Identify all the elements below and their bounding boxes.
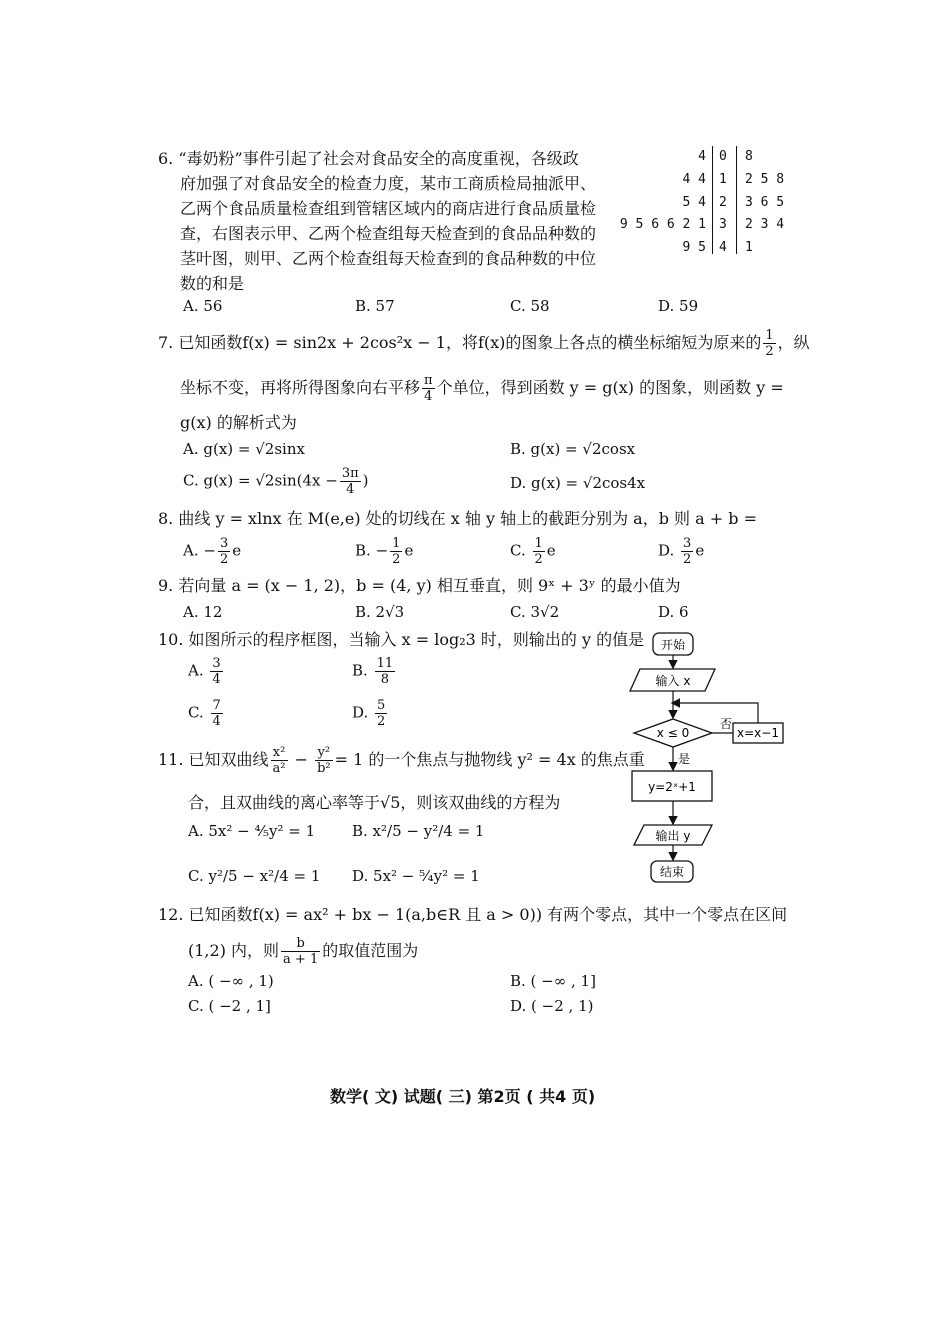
option-fraction	[375, 698, 387, 729]
q9-option-c: C. 3√2	[510, 603, 560, 621]
fraction-numerator: 3	[683, 536, 692, 551]
q10-option-a	[188, 656, 225, 687]
stem-value: 1	[719, 172, 727, 187]
fraction-numerator: 3	[212, 656, 221, 671]
option-fraction	[211, 698, 223, 729]
q7-line-1a: 7. 已知函数f(x) = sin2x + 2cos²x − 1，将f(x)的图象上各点的横坐标缩短为原来的	[158, 333, 762, 352]
q11-option-c: C. y²/5 − x²/4 = 1	[188, 867, 321, 885]
option-fraction	[681, 536, 693, 567]
fraction-denominator: b²	[317, 761, 331, 776]
q6-option-b: B. 57	[355, 297, 395, 315]
stem-right-leaves: 8	[745, 149, 753, 164]
q7-option-c-a: C. g(x) = √2sin(4x −	[183, 471, 338, 490]
q12-line-2b: 的取值范围为	[322, 941, 419, 960]
fraction-denominator: 2	[765, 344, 774, 359]
fraction-numerator: b	[281, 936, 320, 952]
flowchart-no-label: 否	[720, 717, 733, 731]
fraction-numerator: 3	[219, 536, 229, 551]
q10-option-d	[352, 698, 389, 729]
q7-line-1	[158, 328, 810, 359]
q6-option-d: D. 59	[658, 297, 699, 315]
option-label: D.	[658, 541, 675, 560]
q8-stem: 8. 曲线 y = xlnx 在 M(e,e) 处的切线在 x 轴 y 轴上的截距分别为 a，b 则 a + b =	[158, 509, 757, 528]
q6-line-1: 6. “毒奶粉”事件引起了社会对食品安全的高度重视，各级政	[158, 149, 579, 168]
q9-stem: 9. 若向量 a = (x − 1, 2)，b = (4, y) 相互垂直，则 9ˣ + 3ʸ 的最小值为	[158, 576, 681, 595]
q7-pi-fraction	[422, 373, 435, 404]
q11-line-1b: = 1 的一个焦点与抛物线 y² = 4x 的焦点重	[334, 750, 645, 769]
q6-line-4: 查，右图表示甲、乙两个检查组每天检查到的食品品种数的	[180, 224, 597, 243]
stem-value: 4	[719, 240, 727, 255]
q12-option-c: C. ( −2 , 1]	[188, 997, 271, 1015]
option-label: A.	[188, 661, 204, 680]
option-label: D.	[352, 703, 369, 722]
option-suffix: e	[695, 541, 705, 560]
q6-option-a: A. 56	[183, 297, 223, 315]
fraction-numerator: 3π	[341, 466, 359, 481]
q11-option-a: A. 5x² − ⁴⁄₅y² = 1	[188, 822, 316, 840]
q10-option-c	[188, 698, 225, 729]
stem-left-leaves: 4	[698, 149, 706, 164]
fraction-numerator: π	[424, 373, 433, 388]
stem-left-leaves: 4 4	[682, 172, 706, 187]
flowchart-end-label: 结束	[659, 865, 685, 879]
q7-half-fraction	[763, 328, 775, 359]
option-fraction	[375, 656, 396, 687]
q10-stem: 10. 如图所示的程序框图，当输入 x = log₂3 时，则输出的 y 的值是	[158, 630, 645, 649]
q9-option-a: A. 12	[183, 603, 223, 621]
q7-option-c	[183, 466, 369, 497]
q7-line-1b: ，纵	[777, 333, 810, 352]
flowchart-loop-line	[673, 703, 758, 723]
q12-line-2a: (1,2) 内，则	[188, 941, 280, 960]
q12-line-2	[188, 936, 418, 967]
stem-left-leaves: 9 5 6 6 2 1	[619, 217, 706, 232]
q6-line-6: 数的和是	[180, 274, 245, 293]
q7-line-2b: 个单位，得到函数 y = g(x) 的图象，则函数 y =	[436, 378, 784, 397]
stem-right-leaves: 1	[745, 240, 753, 255]
q11-option-d: D. 5x² − ⁵⁄₄y² = 1	[352, 867, 480, 885]
q7-line-2	[180, 373, 784, 404]
q7-option-d: D. g(x) = √2cos4x	[510, 474, 646, 492]
option-label: B.	[352, 661, 368, 680]
flowchart-output-label: 输出 y	[655, 829, 691, 843]
q11-frac-x	[271, 745, 288, 776]
option-suffix: e	[404, 541, 414, 560]
stem-right-leaves: 2 5 8	[745, 172, 785, 187]
fraction-denominator: 2	[534, 552, 543, 567]
program-flowchart	[620, 625, 790, 890]
q11-line-1a: 11. 已知双曲线	[158, 750, 269, 769]
fraction-numerator: 1	[765, 328, 774, 343]
fraction-denominator: 8	[380, 672, 389, 687]
option-fraction	[210, 656, 222, 687]
q12-option-a: A. ( −∞ , 1)	[188, 972, 274, 990]
q6-line-3: 乙两个食品质量检查组到管辖区域内的商店进行食品质量检	[180, 199, 597, 218]
stem-value: 0	[719, 149, 727, 164]
stem-right-leaves: 2 3 4	[745, 217, 785, 232]
option-suffix: e	[546, 541, 556, 560]
q9-option-d: D. 6	[658, 603, 689, 621]
q11-frac-y	[315, 745, 333, 776]
fraction-denominator: 2	[683, 552, 692, 567]
q12-option-d: D. ( −2 , 1)	[510, 997, 594, 1015]
fraction-numerator: 1	[392, 536, 401, 551]
q7-option-b: B. g(x) = √2cosx	[510, 440, 636, 458]
flowchart-update-label: x=x−1	[737, 726, 779, 740]
q6-line-5: 茎叶图，则甲、乙两个检查组每天检查到的食品种数的中位	[180, 249, 597, 268]
option-fraction	[390, 536, 402, 567]
option-label: B.	[355, 541, 371, 560]
q11-line-1: 11. 已知双曲线 $\frac{\text{x²}}{\text{a²}}$ − $\frac{\text{y²}}{\text{b²}}$ = 1 的一个焦点与抛物线 y² = 4x 的焦点重	[158, 745, 645, 776]
fraction-denominator: 4	[212, 672, 221, 687]
fraction-denominator: 4	[346, 482, 355, 497]
fraction-denominator: a + 1	[283, 952, 319, 967]
stem-divider-left	[712, 146, 713, 254]
option-sign: −	[375, 541, 389, 560]
q7-option-c-b: )	[362, 471, 369, 490]
stem-left-leaves: 5 4	[682, 195, 706, 210]
flowchart-yes-label: 是	[678, 752, 691, 766]
q7-option-a: A. g(x) = √2sinx	[183, 440, 305, 458]
page-footer: 数学( 文) 试题( 三) 第2页 ( 共4 页)	[330, 1087, 596, 1106]
q8-option-a	[183, 536, 241, 567]
q12-option-b: B. ( −∞ , 1]	[510, 972, 596, 990]
option-label: C.	[510, 541, 526, 560]
q8-option-b	[355, 536, 413, 567]
fraction-denominator: 2	[392, 552, 401, 567]
stem-left-leaves: 9 5	[682, 240, 706, 255]
q8-option-d	[658, 536, 704, 567]
option-label: C.	[188, 703, 204, 722]
fraction-numerator: x²	[271, 745, 288, 761]
q11-line-2: 合，且双曲线的离心率等于√5，则该双曲线的方程为	[188, 793, 561, 812]
fraction-numerator: 1	[534, 536, 543, 551]
option-label: A.	[183, 541, 199, 560]
fraction-denominator: 4	[424, 389, 433, 404]
q10-option-b	[352, 656, 397, 687]
stem-value: 3	[719, 217, 727, 232]
q9-option-b: B. 2√3	[355, 603, 405, 621]
fraction-denominator: 2	[377, 714, 386, 729]
stem-value: 2	[719, 195, 727, 210]
fraction-denominator: 2	[219, 552, 229, 567]
option-suffix: e	[232, 541, 242, 560]
fraction-numerator: y²	[315, 745, 333, 761]
q12-line-1: 12. 已知函数f(x) = ax² + bx − 1(a,b∈R 且 a > 0)) 有两个零点，其中一个零点在区间	[158, 905, 788, 924]
fraction-denominator: 4	[212, 714, 221, 729]
fraction-numerator: 5	[377, 698, 386, 713]
q7-option-c-fraction	[340, 466, 361, 497]
flowchart-start-label: 开始	[660, 638, 686, 652]
fraction-numerator: 7	[212, 698, 221, 713]
flowchart-decision-label: x ≤ 0	[656, 726, 690, 740]
fraction-numerator: 11	[376, 656, 394, 671]
q8-option-c	[510, 536, 556, 567]
q12-fraction	[281, 936, 320, 967]
q6-line-2: 府加强了对食品安全的检查力度，某市工商质检局抽派甲、	[180, 174, 597, 193]
fraction-denominator: a²	[272, 761, 286, 776]
q7-line-3: g(x) 的解析式为	[180, 413, 297, 432]
option-fraction	[533, 536, 545, 567]
q7-line-2a: 坐标不变，再将所得图象向右平移	[180, 378, 421, 397]
stem-divider-right	[736, 146, 737, 254]
option-sign: −	[203, 541, 216, 560]
q11-option-b: B. x²/5 − y²/4 = 1	[352, 822, 485, 840]
stem-right-leaves: 3 6 5	[745, 195, 785, 210]
flowchart-input-label: 输入 x	[655, 674, 691, 688]
flowchart-calc-label: y=2ˣ+1	[648, 780, 696, 794]
q6-option-c: C. 58	[510, 297, 550, 315]
option-fraction	[218, 536, 230, 567]
